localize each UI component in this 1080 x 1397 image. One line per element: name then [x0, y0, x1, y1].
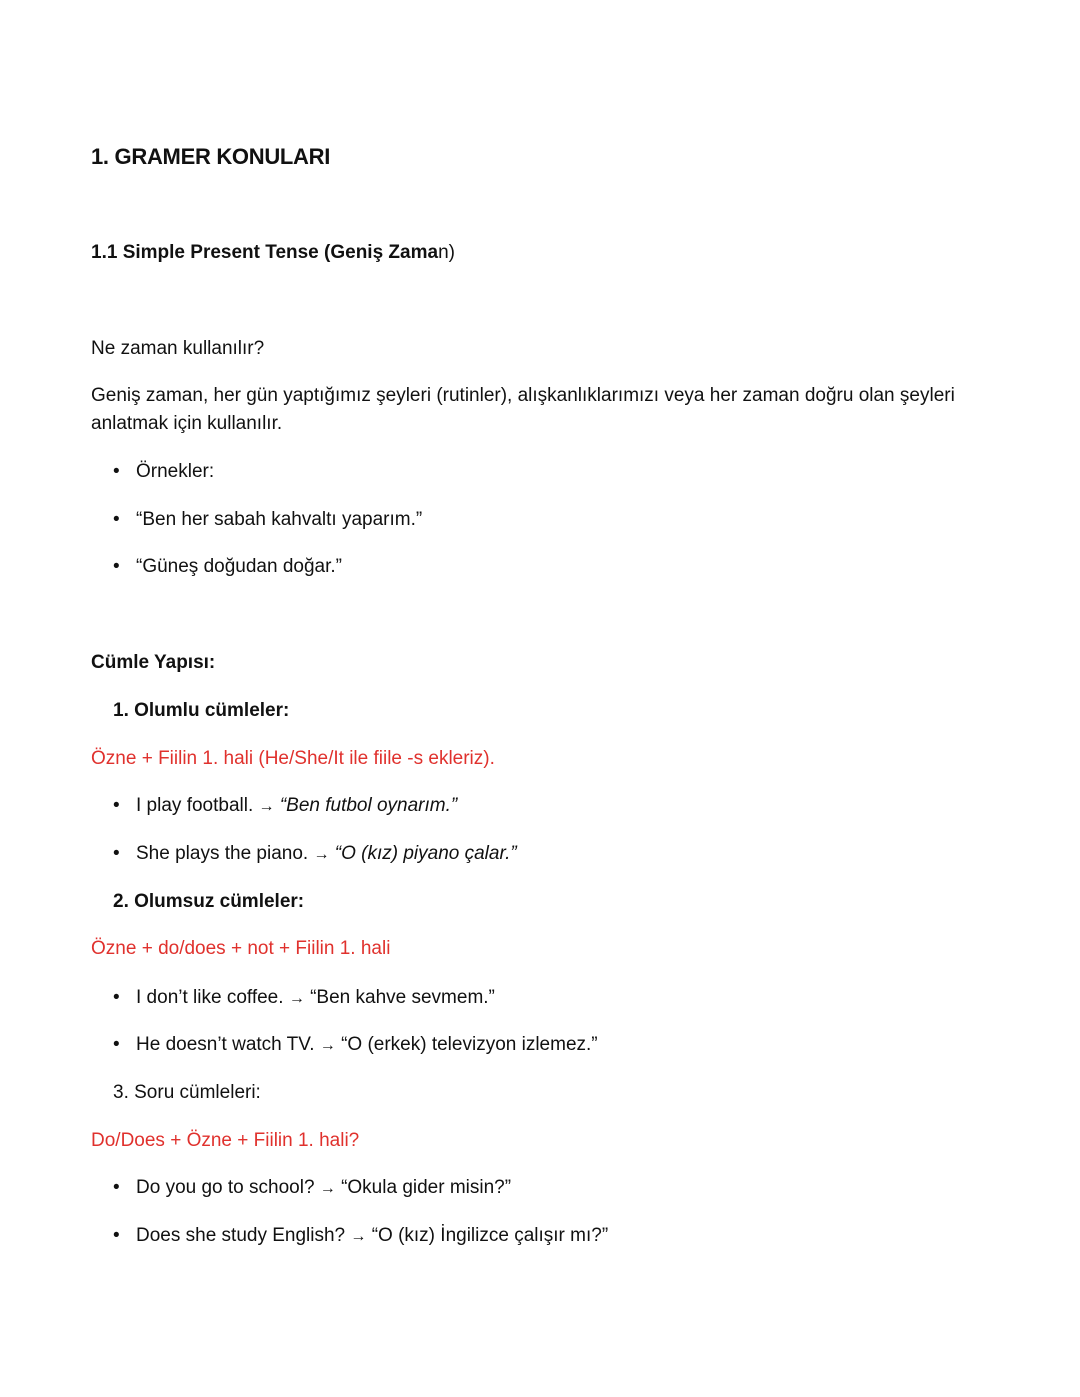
bullet-icon: •	[113, 509, 120, 530]
bullet-icon: •	[113, 556, 120, 577]
english-sentence: She plays the piano.	[136, 843, 309, 864]
list-item	[113, 795, 457, 817]
question-text: Ne zaman kullanılır?	[91, 338, 265, 359]
arrow-icon: →	[288, 990, 305, 1007]
turkish-translation: “O (erkek) televizyon izlemez.”	[341, 1034, 598, 1055]
turkish-translation: “O (kız) piyano çalar.”	[334, 843, 517, 864]
arrow-icon: →	[313, 846, 330, 863]
question-form-title: 3. Soru cümleleri:	[113, 1082, 261, 1103]
main-heading: 1. GRAMER KONULARI	[91, 144, 331, 169]
turkish-translation: “Ben futbol oynarım.”	[279, 795, 458, 816]
bullet-icon: •	[113, 843, 120, 864]
list-item	[113, 1225, 608, 1247]
arrow-icon: →	[350, 1228, 367, 1245]
arrow-icon: →	[319, 1037, 336, 1054]
turkish-translation: “Ben kahve sevmem.”	[310, 987, 495, 1008]
positive-formula: Özne + Fiilin 1. hali (He/She/It ile fiile -s ekleriz).	[91, 748, 495, 769]
example-text: “Ben her sabah kahvaltı yaparım.”	[136, 509, 423, 530]
list-item	[113, 843, 517, 865]
turkish-translation: “Okula gider misin?”	[341, 1177, 512, 1198]
english-sentence: I don’t like coffee.	[136, 987, 284, 1008]
list-item	[113, 1177, 511, 1199]
list-item	[113, 1034, 598, 1056]
section-heading	[91, 242, 455, 264]
list-item	[113, 987, 495, 1009]
english-sentence: I play football.	[136, 795, 254, 816]
bullet-icon: •	[113, 461, 120, 482]
examples-label: Örnekler:	[136, 461, 215, 482]
bullet-icon: •	[113, 795, 120, 816]
description-paragraph: Geniş zaman, her gün yaptığımız şeyleri (rutinler), alışkanlıklarımızı veya her zaman doğru olan şeyleri anlatmak için kullanılır.	[91, 385, 955, 434]
bullet-icon: •	[113, 987, 120, 1008]
english-sentence: Do you go to school?	[136, 1177, 315, 1198]
turkish-translation: “O (kız) İngilizce çalışır mı?”	[371, 1225, 609, 1246]
list-item	[113, 461, 214, 483]
english-sentence: Does she study English?	[136, 1225, 346, 1246]
list-item	[113, 509, 422, 531]
section-heading-tail: n)	[438, 242, 455, 263]
bullet-icon: •	[113, 1034, 120, 1055]
negative-formula: Özne + do/does + not + Fiilin 1. hali	[91, 938, 391, 959]
bullet-icon: •	[113, 1177, 120, 1198]
structure-title: Cümle Yapısı:	[91, 652, 216, 673]
section-heading-bold: 1.1 Simple Present Tense (Geniş Zama	[91, 242, 439, 263]
bullet-icon: •	[113, 1225, 120, 1246]
list-item	[113, 556, 342, 578]
question-formula: Do/Does + Özne + Fiilin 1. hali?	[91, 1130, 360, 1151]
arrow-icon: →	[319, 1180, 336, 1197]
negative-title: 2. Olumsuz cümleler:	[113, 891, 305, 912]
positive-title: 1. Olumlu cümleler:	[113, 700, 290, 721]
example-text: “Güneş doğudan doğar.”	[136, 556, 342, 577]
english-sentence: He doesn’t watch TV.	[136, 1034, 315, 1055]
arrow-icon: →	[258, 798, 275, 815]
